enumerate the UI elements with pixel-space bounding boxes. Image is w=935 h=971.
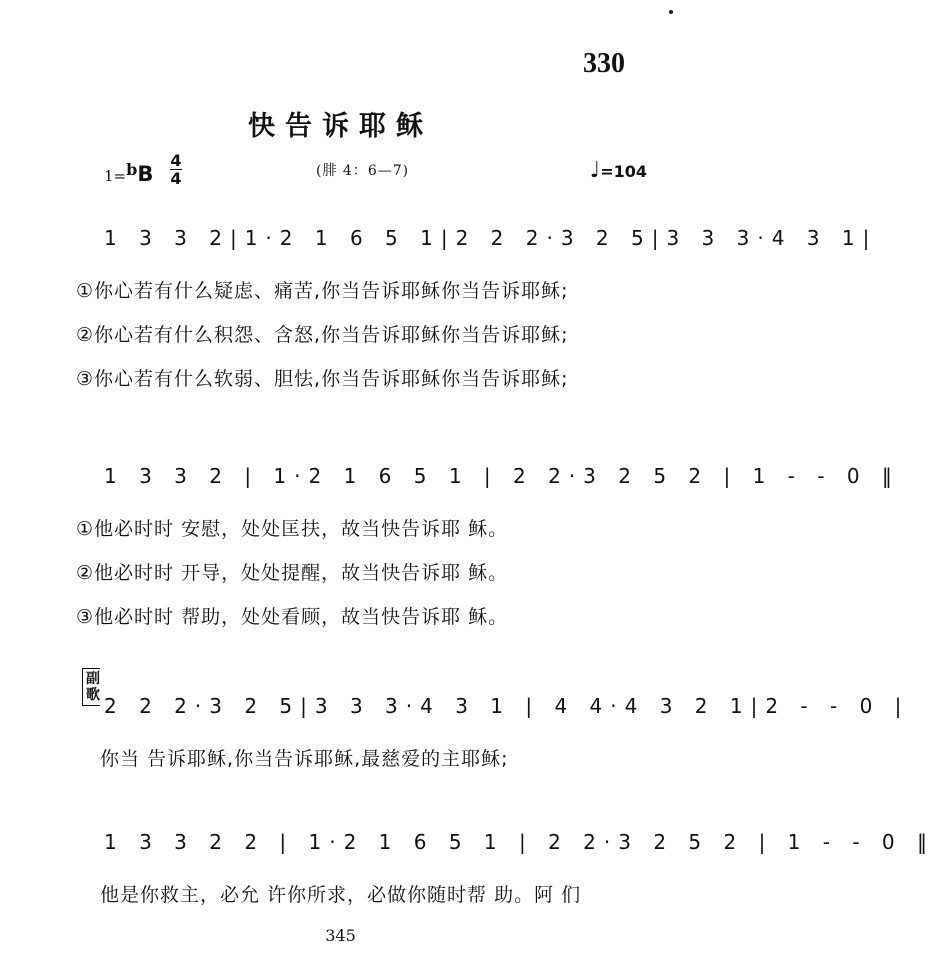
lyric-line-2-3: ③他必时时 帮助，处处看顾，故当快告诉耶 稣。 xyxy=(76,606,509,628)
notation-line-2: 1 3 3 2 | 1·2 1 6 5 1 | 2 2·3 2 5 2 | 1 - - 0 ‖ xyxy=(104,464,900,488)
time-signature xyxy=(170,152,182,187)
time-bottom: 4 xyxy=(170,169,182,188)
key-prefix: 1= xyxy=(104,167,127,185)
hymn-title: 快告诉耶稣 xyxy=(248,111,433,142)
lyric-line-4-1: 他是你救主，必允 许你所求，必做你随时帮 助。阿 们 xyxy=(100,884,582,906)
lyric-line-2-2: ②他必时时 开导，处处提醒，故当快告诉耶 稣。 xyxy=(76,562,509,584)
lyric-line-1-2: ②你心若有什么积怨、含怒,你当告诉耶稣你当告诉耶稣; xyxy=(76,324,569,346)
notation-line-4: 1 3 3 2 2 | 1·2 1 6 5 1 | 2 2·3 2 5 2 | 1 - - 0 ‖ xyxy=(104,830,935,854)
notation-line-1: 1 3 3 2|1·2 1 6 5 1|2 2 2·3 2 5|3 3 3·4 3 1| xyxy=(104,226,878,250)
tempo-marking xyxy=(590,158,647,183)
key-signature xyxy=(104,160,153,186)
key-flat: b xyxy=(126,160,138,179)
tempo-value: =104 xyxy=(600,162,647,181)
page-number: 345 xyxy=(325,926,356,945)
quarter-note-icon: ♩ xyxy=(589,158,601,183)
lyric-line-1-3: ③你心若有什么软弱、胆怯,你当告诉耶稣你当告诉耶稣; xyxy=(76,368,569,390)
lyric-line-3-1: 你当 告诉耶稣,你当告诉耶稣,最慈爱的主耶稣; xyxy=(100,748,509,770)
notation-line-3: 2 2 2·3 2 5|3 3 3·4 3 1 | 4 4·4 3 2 1|2 - - 0 | xyxy=(104,694,910,718)
lyric-line-1-1: ①你心若有什么疑虑、痛苦,你当告诉耶稣你当告诉耶稣; xyxy=(76,280,569,302)
hymn-number: 330 xyxy=(583,48,625,79)
lyric-line-2-1: ①他必时时 安慰，处处匡扶，故当快告诉耶 稣。 xyxy=(76,518,509,540)
scripture-reference: (腓 4：6—7) xyxy=(316,163,410,179)
refrain-label: 副歌 xyxy=(82,668,100,706)
time-top: 4 xyxy=(170,151,182,170)
key-note: B xyxy=(137,162,154,186)
scan-speck xyxy=(669,10,673,14)
